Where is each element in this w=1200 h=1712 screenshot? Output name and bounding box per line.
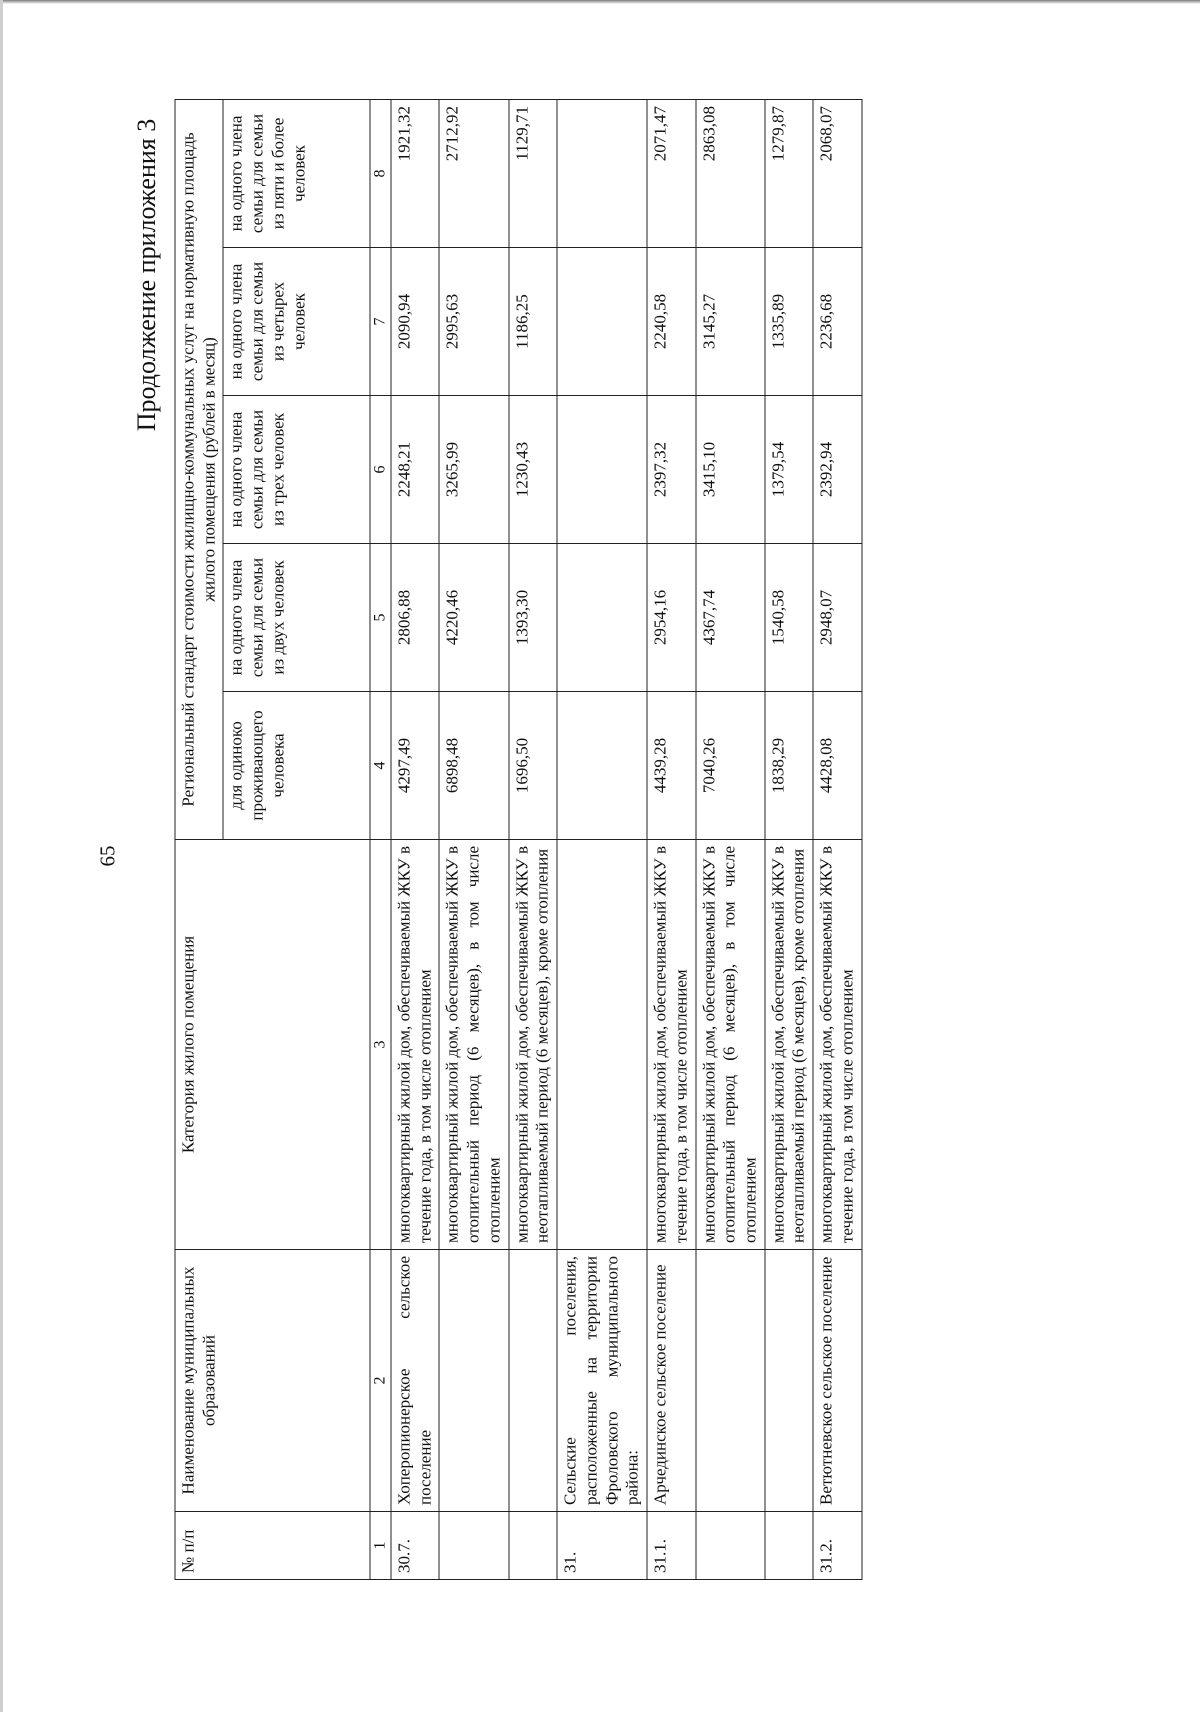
scan-edge-left (0, 0, 3, 1712)
table-row (696, 99, 765, 1579)
row-value (557, 692, 647, 840)
row-value: 1838,29 (765, 692, 813, 840)
header-num: № п/п (175, 1512, 370, 1580)
row-value: 4439,28 (647, 692, 695, 840)
scan-edge-top (0, 0, 1200, 4)
col-number: 5 (370, 544, 391, 692)
row-category: многоквартирный жилой дом, обеспечиваемый ЖКУ в отопительный период (6 месяцев), в том числе отоплением (696, 840, 765, 1250)
row-value (557, 544, 647, 692)
table-row (647, 99, 695, 1579)
col-number: 6 (370, 396, 391, 544)
col-number: 3 (370, 840, 391, 1250)
header-sub-three: на одного члена семьи для семьи из трех человек (223, 396, 370, 544)
row-num (439, 1512, 508, 1580)
row-category: многоквартирный жилой дом, обеспечиваемый ЖКУ в течение года, в том числе отоплением (813, 840, 861, 1250)
row-category: многоквартирный жилой дом, обеспечиваемый ЖКУ в неотапливаемый период (6 месяцев), кроме отопления (509, 840, 557, 1250)
row-name (696, 1250, 765, 1512)
row-value (557, 396, 647, 544)
row-num: 31. (557, 1512, 647, 1580)
row-value: 1379,54 (765, 396, 813, 544)
row-value: 3145,27 (696, 248, 765, 396)
row-num: 31.1. (647, 1512, 695, 1580)
row-name (765, 1250, 813, 1512)
row-num: 31.2. (813, 1512, 861, 1580)
row-value: 2248,21 (391, 396, 439, 544)
rotated-document-body (175, 100, 1110, 1580)
col-number: 8 (370, 99, 391, 247)
row-num: 30.7. (391, 1512, 439, 1580)
row-value: 1335,89 (765, 248, 813, 396)
row-category: многоквартирный жилой дом, обеспечиваемый ЖКУ в течение года, в том числе отоплением (391, 840, 439, 1250)
col-number: 1 (370, 1512, 391, 1580)
row-value: 2995,63 (439, 248, 508, 396)
table-row (439, 99, 508, 1579)
row-value: 1230,43 (509, 396, 557, 544)
row-value: 2954,16 (647, 544, 695, 692)
col-number: 2 (370, 1250, 391, 1512)
row-value: 3415,10 (696, 396, 765, 544)
row-value: 2071,47 (647, 99, 695, 247)
row-value: 1696,50 (509, 692, 557, 840)
header-category: Категория жилого помещения (175, 840, 370, 1250)
header-name: Наименование муниципальных образований (175, 1250, 370, 1512)
row-value: 4428,08 (813, 692, 861, 840)
table-row (557, 99, 647, 1579)
row-value: 4220,46 (439, 544, 508, 692)
table-row (765, 99, 813, 1579)
row-category: многоквартирный жилой дом, обеспечиваемый ЖКУ в неотапливаемый период (6 месяцев), кроме отопления (765, 840, 813, 1250)
row-category: многоквартирный жилой дом, обеспечиваемый ЖКУ в течение года, в том числе отоплением (647, 840, 695, 1250)
row-value: 1540,58 (765, 544, 813, 692)
row-value: 2068,07 (813, 99, 861, 247)
row-value: 2863,08 (696, 99, 765, 247)
row-value: 1921,32 (391, 99, 439, 247)
row-value: 2712,92 (439, 99, 508, 247)
row-name: Сельские поселения, расположенные на территории Фроловского муниципального района: (557, 1250, 647, 1512)
row-value: 2392,94 (813, 396, 861, 544)
row-num (509, 1512, 557, 1580)
row-name (439, 1250, 508, 1512)
col-number: 4 (370, 692, 391, 840)
row-name: Арчединское сельское поселение (647, 1250, 695, 1512)
row-category: многоквартирный жилой дом, обеспечиваемый ЖКУ в отопительный период (6 месяцев), в том числе отоплением (439, 840, 508, 1250)
page-number: 65 (95, 845, 120, 867)
table-row (813, 99, 861, 1579)
header-standard-group: Региональный стандарт стоимости жилищно-коммунальных услуг на нормативную площадь жилого помещения (рублей в месяц) (175, 99, 223, 839)
row-value (557, 248, 647, 396)
row-value: 2948,07 (813, 544, 861, 692)
row-value (557, 99, 647, 247)
table-row (391, 99, 439, 1579)
continuation-title: Продолжение приложения 3 (132, 118, 161, 432)
row-value: 7040,26 (696, 692, 765, 840)
row-num (696, 1512, 765, 1580)
row-name: Ветютневское сельское поселение (813, 1250, 861, 1512)
row-name: Хоперопионерское сельское поселение (391, 1250, 439, 1512)
row-category (557, 840, 647, 1250)
row-value: 6898,48 (439, 692, 508, 840)
col-number: 7 (370, 248, 391, 396)
row-value: 2236,68 (813, 248, 861, 396)
row-num (765, 1512, 813, 1580)
row-value: 2397,32 (647, 396, 695, 544)
row-value: 2240,58 (647, 248, 695, 396)
cost-standard-table (175, 99, 863, 1580)
header-sub-single: для одиноко проживающего человека (223, 692, 370, 840)
row-value: 4367,74 (696, 544, 765, 692)
row-value: 2806,88 (391, 544, 439, 692)
header-sub-two: на одного члена семьи для семьи из двух человек (223, 544, 370, 692)
header-sub-four: на одного члена семьи для семьи из четырех человек (223, 248, 370, 396)
row-value: 1393,30 (509, 544, 557, 692)
row-value: 1186,25 (509, 248, 557, 396)
header-sub-five: на одного члена семьи для семьи из пяти и более человек (223, 99, 370, 247)
row-name (509, 1250, 557, 1512)
row-value: 1129,71 (509, 99, 557, 247)
row-value: 3265,99 (439, 396, 508, 544)
row-value: 2090,94 (391, 248, 439, 396)
row-value: 1279,87 (765, 99, 813, 247)
row-value: 4297,49 (391, 692, 439, 840)
table-row (509, 99, 557, 1579)
